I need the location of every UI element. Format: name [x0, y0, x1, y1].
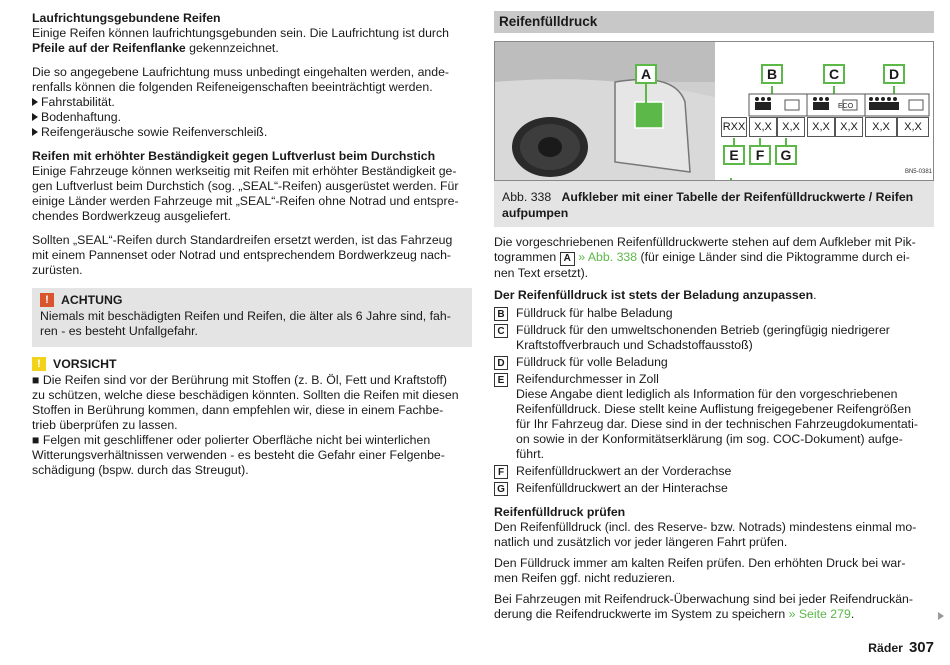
- label-f: F: [749, 145, 771, 165]
- table-cell: X,X: [777, 117, 805, 137]
- legend-key: C: [494, 324, 508, 338]
- vorsicht-title: VORSICHT: [53, 356, 117, 371]
- label-e: E: [723, 145, 745, 165]
- paragraph: Der Reifenfülldruck ist stets der Beladung anzupassen.: [494, 288, 817, 302]
- paragraph: Die so angegebene Laufrichtung muss unbedingt eingehalten werden, ande-: [32, 65, 450, 79]
- figure-caption-text: aufpumpen: [502, 206, 569, 220]
- achtung-header: [40, 291, 464, 309]
- vorsicht-block: [32, 355, 472, 478]
- vorsicht-text: zu schützen, welche diese beschädigen könnten. Sollten die Reifen mit diesen: [32, 388, 459, 402]
- vorsicht-text: ■ Die Reifen sind vor der Berührung mit Stoffen (z. B. Öl, Fett und Kraftstoff): [32, 373, 448, 387]
- label-c: C: [823, 64, 845, 84]
- vorsicht-text: trieb überprüfen zu lassen.: [32, 418, 178, 432]
- paragraph: Einige Reifen können laufrichtungsgebunden sein. Die Laufrichtung ist durch: [32, 26, 450, 40]
- table-cell: RXX: [721, 117, 747, 137]
- pressure-table-diagram: [715, 42, 934, 181]
- figure-caption-text: Aufkleber mit einer Tabelle der Reifenfülldruckwerte / Reifen: [561, 190, 914, 204]
- fuel-flap-photo: [495, 42, 715, 181]
- section-title-directional-tires: Laufrichtungsgebundene Reifen: [32, 11, 221, 25]
- left-column: [32, 11, 472, 478]
- paragraph: renfalls können die folgenden Reifeneigenschaften beeinträchtigt werden.: [32, 80, 433, 94]
- label-b: B: [761, 64, 783, 84]
- paragraph: Den Fülldruck immer am kalten Reifen prüfen. Den erhöhten Druck bei war-: [494, 556, 906, 570]
- list-item: Fahrstabilität.: [32, 95, 472, 110]
- eco-label: ECO: [838, 103, 854, 110]
- legend-item-c: C Fülldruck für den umweltschonenden Betrieb (geringfügig niedrigerer Kraftstoffverbrauch und Schadstoffausstoß): [494, 323, 934, 353]
- vorsicht-text: schädigung (bspw. durch das Streugut).: [32, 463, 249, 477]
- list-item: Bodenhaftung.: [32, 110, 472, 125]
- key-a: A: [560, 252, 575, 266]
- section-title-check-pressure: Reifenfülldruck prüfen: [494, 505, 626, 519]
- table-cell: X,X: [897, 117, 929, 137]
- paragraph: derung die Reifendruckwerte im System zu speichern » Seite 279.: [494, 607, 855, 621]
- warning-icon: !: [40, 293, 54, 307]
- legend-key: D: [494, 356, 508, 370]
- section-title-seal-tires: Reifen mit erhöhter Beständigkeit gegen Luftverlust beim Durchstich: [32, 149, 436, 163]
- section-header-tire-pressure: Reifenfülldruck: [494, 11, 934, 33]
- figure-caption: [494, 181, 934, 227]
- page-number: 307: [908, 639, 934, 656]
- paragraph: Bei Fahrzeugen mit Reifendruck-Überwachung sind bei jeder Reifendruckän-: [494, 592, 913, 606]
- paragraph: natlich und zusätzlich vor jeder längeren Fahrt prüfen.: [494, 535, 788, 549]
- legend-item-d: D Fülldruck für volle Beladung: [494, 355, 934, 370]
- legend-item-f: F Reifenfülldruckwert an der Vorderachse: [494, 464, 934, 479]
- paragraph: mit einem Pannenset oder Notrad und entsprechendem Bordwerkzeug nach-: [32, 248, 452, 262]
- paragraph: einige Länder werden Fahrzeuge mit „SEAL“-Reifen ohne Notrad und entspre-: [32, 194, 459, 208]
- label-a: A: [635, 64, 657, 84]
- legend-key: F: [494, 465, 508, 479]
- vorsicht-header: [32, 355, 472, 373]
- pictogram-row: [715, 42, 934, 181]
- achtung-box: [32, 288, 472, 347]
- paragraph: nen Text ersetzt).: [494, 266, 589, 280]
- vorsicht-text: Witterungsverhältnissen verwenden - es besteht die Gefahr einer Felgenbe-: [32, 448, 445, 462]
- paragraph: chendes Bordwerkzeug ausgeliefert.: [32, 209, 231, 223]
- legend-key: E: [494, 373, 508, 387]
- paragraph: gen Luftverlust beim Durchstich (sog. „SEAL“-Reifen) ausgerüstet werden. Für: [32, 179, 459, 193]
- legend-item-e: E Reifendurchmesser in Zoll Diese Angabe dient lediglich als Information für den vorgeschriebenen Reifenfülldruck. Diese stellt keine Auflistung freigegebener Reifengrößen für Ihr Fahrzeug dar. Diese sind in der technischen Fahrzeugdokumentati- on sowie in der Konformitätserklärung (im sog. COC-Dokument) aufge- führt.: [494, 372, 934, 462]
- legend-item-b: B Fülldruck für halbe Beladung: [494, 306, 934, 321]
- label-d: D: [883, 64, 905, 84]
- paragraph: Die vorgeschriebenen Reifenfülldruckwerte stehen auf dem Aufkleber mit Pik-: [494, 235, 916, 249]
- legend-key: B: [494, 307, 508, 321]
- legend-item-g: G Reifenfülldruckwert an der Hinterachse: [494, 481, 934, 496]
- chapter-name: Räder: [868, 641, 903, 655]
- right-column: [494, 11, 934, 622]
- table-cell: X,X: [749, 117, 777, 137]
- figure-link[interactable]: » Abb. 338: [574, 250, 638, 264]
- vorsicht-text: ■ Felgen mit geschliffener oder polierter Oberfläche nicht bei winterlichen: [32, 433, 431, 447]
- caution-icon: !: [32, 357, 46, 371]
- achtung-text: ren - es besteht Unfallgefahr.: [40, 324, 198, 338]
- paragraph: men Reifen ggf. nicht reduzieren.: [494, 571, 676, 585]
- vorsicht-text: Stoffen in Berührung kommen, dann empfehlen wir, diese in einem Fachbe-: [32, 403, 444, 417]
- paragraph: zurüsten.: [32, 263, 83, 277]
- paragraph: Pfeile auf der Reifenflanke gekennzeichnet.: [32, 41, 279, 55]
- legend-key: G: [494, 482, 508, 496]
- table-cell: X,X: [835, 117, 863, 137]
- continue-arrow-icon: [938, 612, 944, 620]
- paragraph: togrammen A » Abb. 338 (für einige Länder sind die Piktogramme durch ei-: [494, 250, 910, 264]
- figure-code: BN5-0381: [904, 169, 932, 175]
- table-cell: X,X: [865, 117, 897, 137]
- list-item: Reifengeräusche sowie Reifenverschleiß.: [32, 125, 472, 140]
- page-link[interactable]: » Seite 279: [785, 607, 851, 621]
- figure-tire-pressure-sticker: [494, 41, 934, 181]
- achtung-title: ACHTUNG: [61, 292, 123, 307]
- achtung-text: Niemals mit beschädigten Reifen und Reifen, die älter als 6 Jahre sind, fah-: [40, 309, 451, 323]
- figure-number: Abb. 338: [502, 190, 552, 204]
- paragraph: Den Reifenfülldruck (incl. des Reserve- bzw. Notrads) mindestens einmal mo-: [494, 520, 917, 534]
- paragraph: Einige Fahrzeuge können werkseitig mit Reifen mit erhöhter Beständigkeit ge-: [32, 164, 457, 178]
- label-g: G: [775, 145, 797, 165]
- paragraph: Sollten „SEAL“-Reifen durch Standardreifen ersetzt werden, ist das Fahrzeug: [32, 233, 453, 247]
- page-footer: [868, 640, 934, 656]
- table-cell: X,X: [807, 117, 835, 137]
